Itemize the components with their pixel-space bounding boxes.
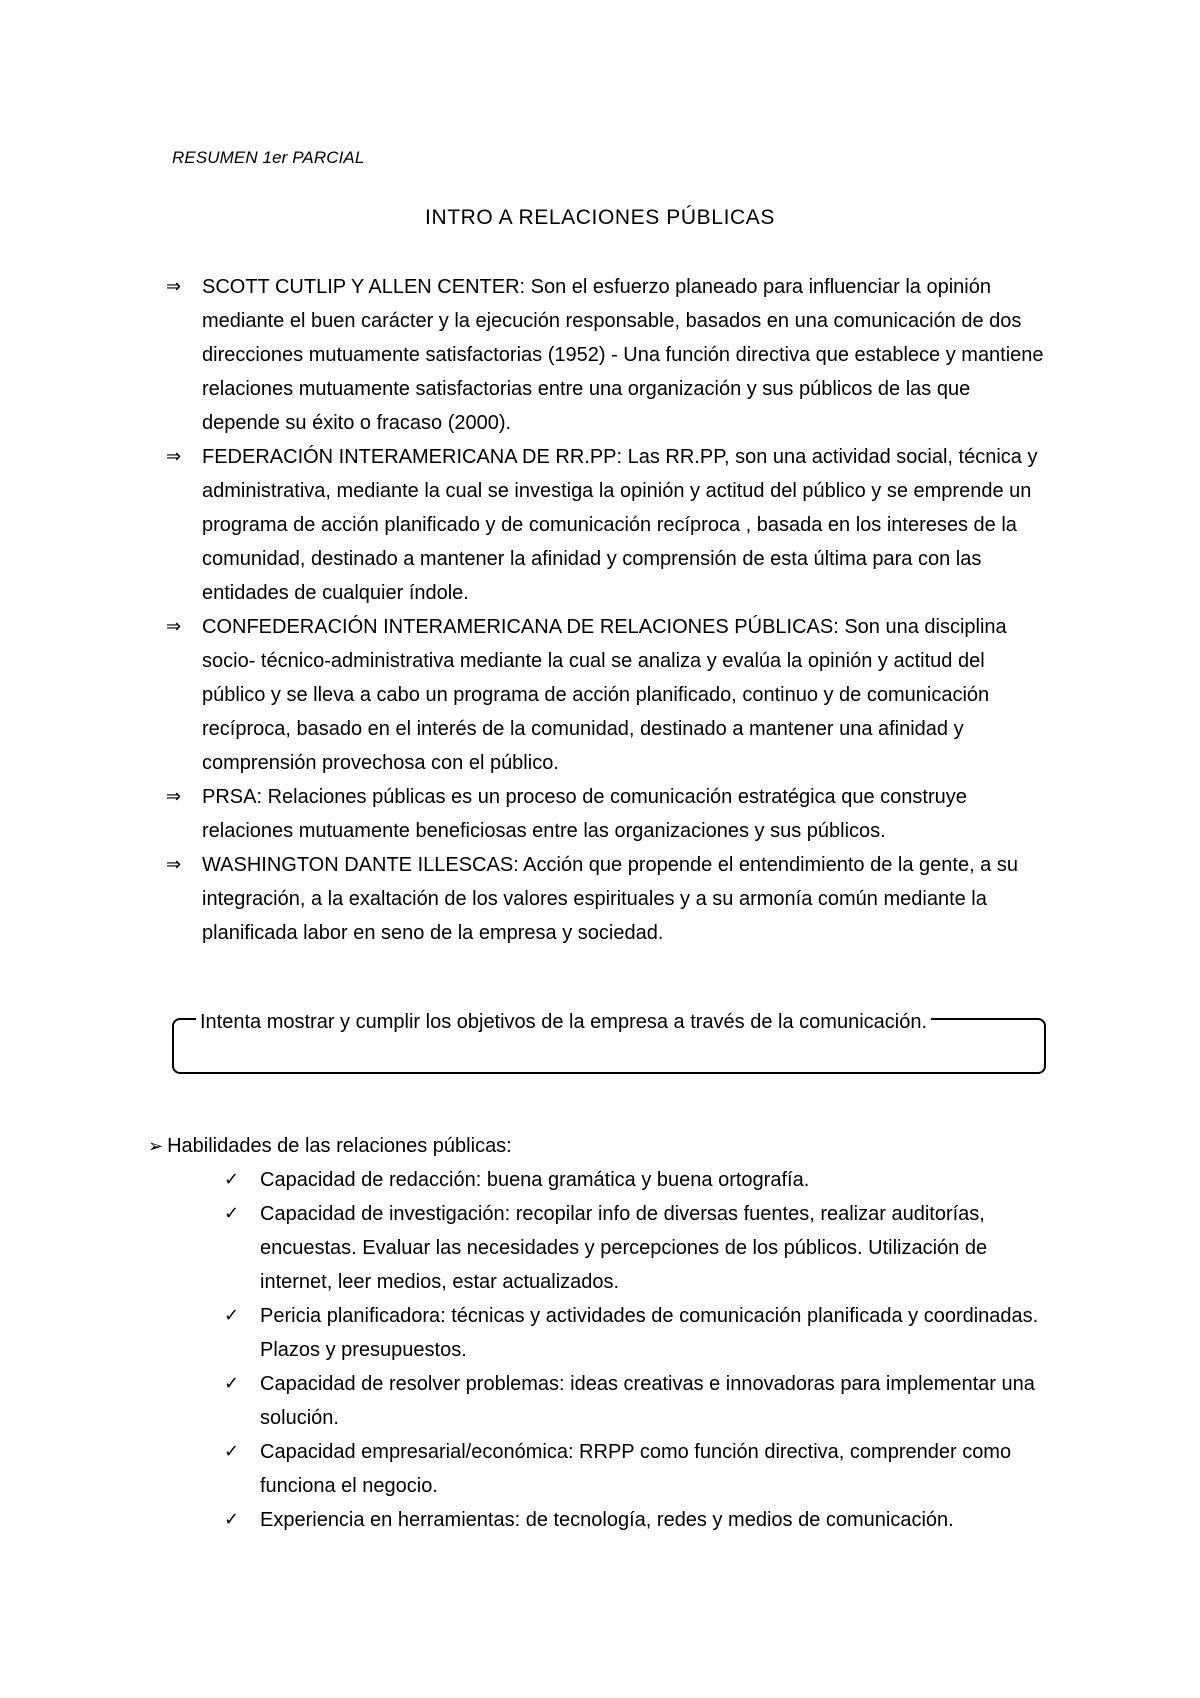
skills-heading-text: Habilidades de las relaciones públicas: (167, 1135, 512, 1157)
skill-text: Experiencia en herramientas: de tecnología, redes y medios de comunicación. (260, 1509, 954, 1531)
skill-text: Capacidad empresarial/económica: RRPP como función directiva, comprender como funciona el negocio. (260, 1441, 1012, 1497)
double-arrow-icon: ⇒ (166, 854, 182, 875)
skill-text: Capacidad de redacción: buena gramática y buena ortografía. (260, 1169, 810, 1191)
skill-item (224, 1503, 1044, 1537)
skill-item (224, 1299, 1044, 1367)
skill-item (224, 1163, 1044, 1197)
definition-item (166, 440, 1046, 610)
checkmark-icon: ✓ (224, 1203, 240, 1224)
definition-item (166, 610, 1046, 780)
skills-heading (148, 1129, 512, 1164)
definition-item (166, 780, 1046, 848)
arrowhead-bullet-icon: ➢ (148, 1136, 164, 1157)
checkmark-icon: ✓ (224, 1441, 240, 1462)
definition-text: WASHINGTON DANTE ILLESCAS: Acción que propende el entendimiento de la gente, a su integración, a la exaltación de los valores espirituales y a su armonía común mediante la planificada labor en seno de la empresa y sociedad. (202, 854, 1018, 944)
note-box-text: Intenta mostrar y cumplir los objetivos de la empresa a través de la comunicación. (196, 1010, 931, 1034)
skill-text: Pericia planificadora: técnicas y actividades de comunicación planificada y coordinadas. Plazos y presupuestos. (260, 1305, 1039, 1361)
skill-item (224, 1435, 1044, 1503)
checkmark-icon: ✓ (224, 1509, 240, 1530)
definition-text: FEDERACIÓN INTERAMERICANA DE RR.PP: Las RR.PP, son una actividad social, técnica y administrativa, mediante la cual se investiga la opinión y actitud del público y se emprende un programa de acción planificado y de comunicación recíproca , basada en los intereses de la comunidad, destinado a mantener la afinidad y comprensión de esta última para con las entidades de cualquier índole. (202, 446, 1038, 604)
definition-text: CONFEDERACIÓN INTERAMERICANA DE RELACIONES PÚBLICAS: Son una disciplina socio- técnico-administrativa mediante la cual se analiza y evalúa la opinión y actitud del público y se lleva a cabo un programa de acción planificado, continuo y de comunicación recíproca, basado en el interés de la comunidad, destinado a mantener una afinidad y comprensión provechosa con el público. (202, 616, 1007, 774)
double-arrow-icon: ⇒ (166, 446, 182, 467)
double-arrow-icon: ⇒ (166, 616, 182, 637)
checkmark-icon: ✓ (224, 1305, 240, 1326)
checkmark-icon: ✓ (224, 1169, 240, 1190)
definition-text: SCOTT CUTLIP Y ALLEN CENTER: Son el esfuerzo planeado para influenciar la opinión mediante el buen carácter y la ejecución responsable, basados en una comunicación de dos direcciones mutuamente satisfactorias (1952) - Una función directiva que establece y mantiene relaciones mutuamente satisfactorias entre una organización y sus públicos de las que depende su éxito o fracaso (2000). (202, 276, 1044, 434)
skills-list (224, 1163, 1044, 1537)
skill-item (224, 1197, 1044, 1299)
definition-item (166, 848, 1046, 950)
skill-item (224, 1367, 1044, 1435)
skill-text: Capacidad de resolver problemas: ideas creativas e innovadoras para implementar una solución. (260, 1373, 1035, 1429)
definition-item (166, 270, 1046, 440)
document-title: INTRO A RELACIONES PÚBLICAS (425, 206, 775, 229)
definitions-list (166, 270, 1046, 950)
double-arrow-icon: ⇒ (166, 276, 182, 297)
definition-text: PRSA: Relaciones públicas es un proceso de comunicación estratégica que construye relaciones mutuamente beneficiosas entre las organizaciones y sus públicos. (202, 786, 967, 842)
checkmark-icon: ✓ (224, 1373, 240, 1394)
skill-text: Capacidad de investigación: recopilar info de diversas fuentes, realizar auditorías, encuestas. Evaluar las necesidades y percepciones de los públicos. Utilización de internet, leer medios, estar actualizados. (260, 1203, 988, 1293)
double-arrow-icon: ⇒ (166, 786, 182, 807)
document-header: RESUMEN 1er PARCIAL (172, 148, 365, 167)
